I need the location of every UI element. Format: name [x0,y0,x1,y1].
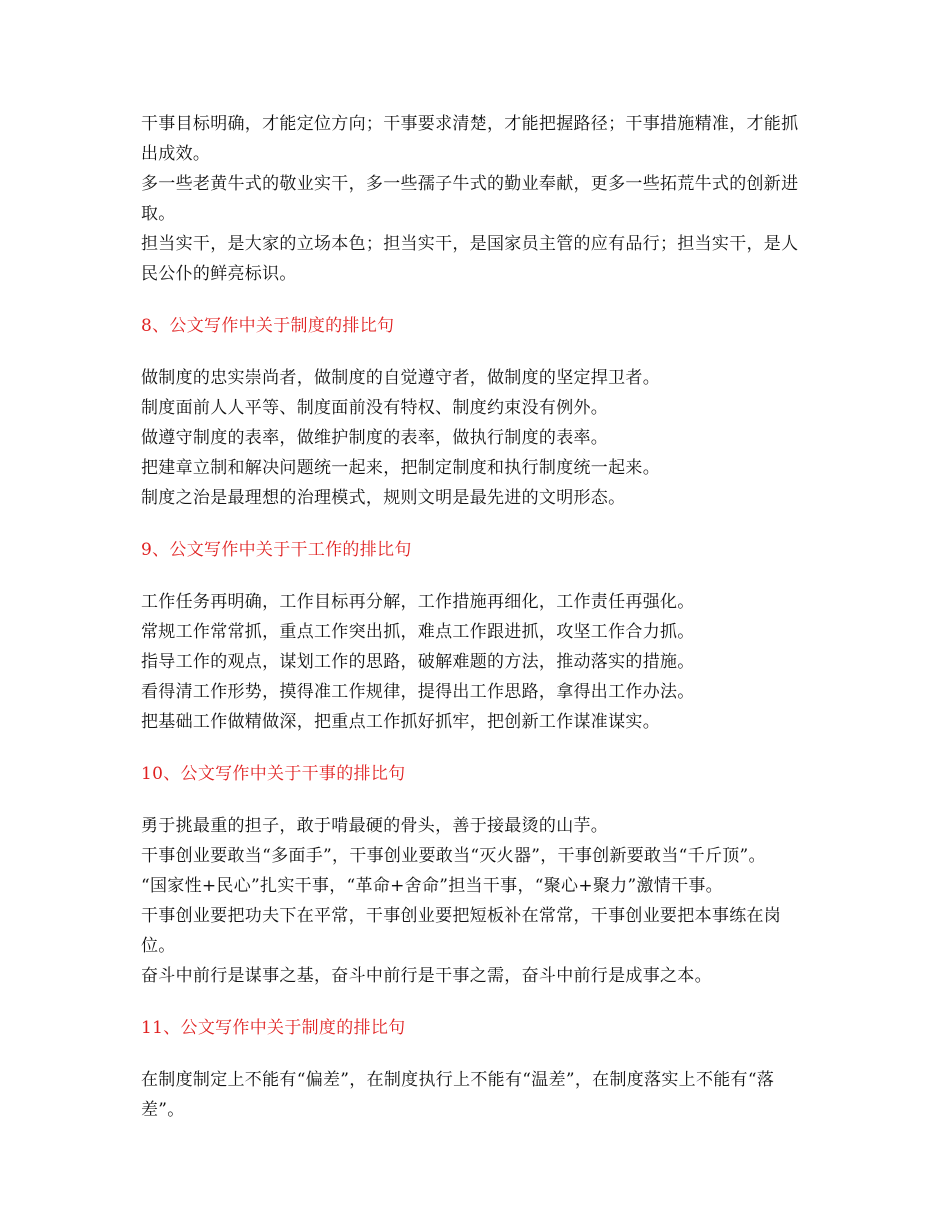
section-8 [141,311,806,513]
paragraph: 把建章立制和解决问题统一起来，把制定制度和执行制度统一起来。 [141,458,660,478]
section-heading: 10、公文写作中关于干事的排比句 [141,764,406,784]
paragraph: 制度之治是最理想的治理模式，规则文明是最先进的文明形态。 [141,488,626,508]
paragraph: 干事目标明确，才能定位方向；干事要求清楚，才能把握路径；干事措施精准，才能抓出成效。 [141,114,799,164]
paragraph: 工作任务再明确，工作目标再分解，工作措施再细化，工作责任再强化。 [141,592,695,612]
intro-block [141,109,806,289]
paragraph: 多一些老黄牛式的敬业实干，多一些孺子牛式的勤业奉献，更多一些拓荒牛式的创新进取。 [141,174,799,224]
paragraph: 做制度的忠实崇尚者，做制度的自觉遵守者，做制度的坚定捍卫者。 [141,368,660,388]
paragraph: 制度面前人人平等、制度面前没有特权、制度约束没有例外。 [141,398,609,418]
section-10 [141,759,806,991]
document-page [141,109,806,1125]
paragraph: “国家性+民心”扎实干事，“革命+舍命”担当干事，“聚心+聚力”激情干事。 [141,876,723,896]
paragraph: 做遵守制度的表率，做维护制度的表率，做执行制度的表率。 [141,428,609,448]
section-heading: 11、公文写作中关于制度的排比句 [141,1018,406,1038]
paragraph: 干事创业要敢当“多面手”，干事创业要敢当“灭火器”，干事创新要敢当“千斤顶”。 [141,846,766,866]
paragraph: 常规工作常常抓，重点工作突出抓，难点工作跟进抓，攻坚工作合力抓。 [141,622,695,642]
paragraph: 指导工作的观点，谋划工作的思路，破解难题的方法，推动落实的措施。 [141,652,695,672]
paragraph: 看得清工作形势，摸得准工作规律，提得出工作思路，拿得出工作办法。 [141,682,695,702]
section-11 [141,1013,806,1125]
paragraph: 奋斗中前行是谋事之基，奋斗中前行是干事之需，奋斗中前行是成事之本。 [141,966,712,986]
section-heading: 8、公文写作中关于制度的排比句 [141,316,395,336]
paragraph: 把基础工作做精做深，把重点工作抓好抓牢，把创新工作谋准谋实。 [141,712,660,732]
paragraph: 勇于挑最重的担子，敢于啃最硬的骨头，善于接最烫的山芋。 [141,816,609,836]
paragraph: 在制度制定上不能有“偏差”，在制度执行上不能有“温差”，在制度落实上不能有“落差”。 [141,1070,775,1120]
paragraph: 干事创业要把功夫下在平常，干事创业要把短板补在常常，干事创业要把本事练在岗位。 [141,906,782,956]
section-9 [141,535,806,737]
section-heading: 9、公文写作中关于干工作的排比句 [141,540,412,560]
paragraph: 担当实干，是大家的立场本色；担当实干，是国家员主管的应有品行；担当实干，是人民公仆的鲜亮标识。 [141,234,799,284]
